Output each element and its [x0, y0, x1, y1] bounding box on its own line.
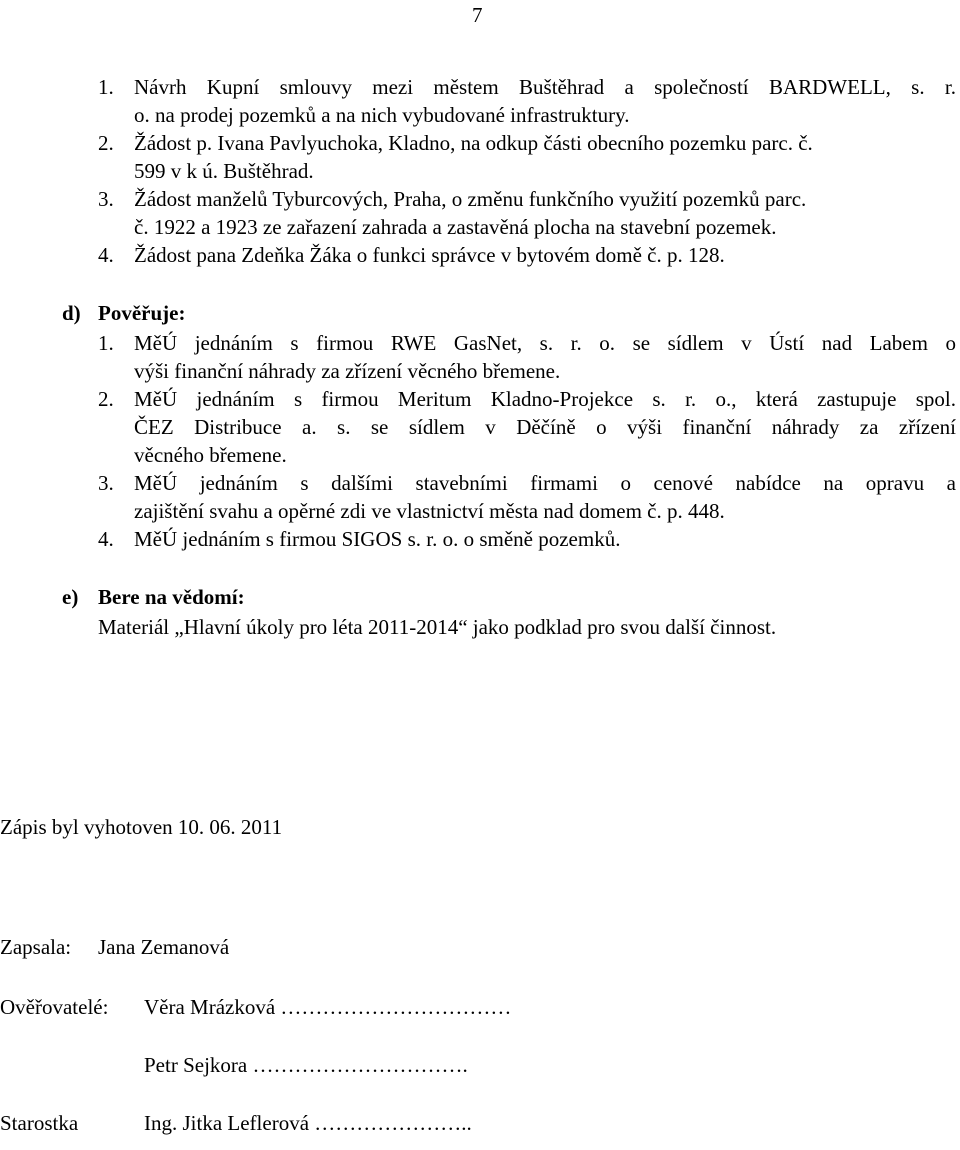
record-date: Zápis byl vyhotoven 10. 06. 2011: [0, 815, 283, 839]
section-heading: Bere na vědomí:: [98, 585, 245, 609]
list-item-text: MěÚ jednáním s firmou SIGOS s. r. o. o směně pozemků.: [134, 527, 621, 551]
section-text: Materiál „Hlavní úkoly pro léta 2011-2014“ jako podklad pro svou další činnost.: [98, 615, 777, 639]
page-number: 7: [472, 3, 483, 27]
list-item-text: MěÚ jednáním s firmou RWE GasNet, s. r. o. se sídlem v Ústí nad Labem o: [134, 331, 956, 355]
list-item-text: Žádost manželů Tyburcových, Praha, o změnu funkčního využití pozemků parc.: [134, 187, 807, 211]
verifier-signature-line: Petr Sejkora ………………………….: [144, 1053, 468, 1077]
list-item-number: 4.: [98, 527, 114, 551]
list-item-text: Návrh Kupní smlouvy mezi městem Buštěhrad a společností BARDWELL, s. r.: [134, 75, 956, 99]
list-item-text: ČEZ Distribuce a. s. se sídlem v Děčíně o výši finanční náhrady za zřízení: [134, 415, 956, 439]
verifiers-label: Ověřovatelé:: [0, 995, 109, 1019]
list-item-number: 1.: [98, 75, 114, 99]
list-item-text: Žádost pana Zdeňka Žáka o funkci správce v bytovém domě č. p. 128.: [134, 243, 725, 267]
section-heading: Pověřuje:: [98, 301, 186, 325]
list-item-number: 3.: [98, 187, 114, 211]
verifier-signature-line: Věra Mrázková ……………………………: [144, 995, 512, 1019]
list-item-text: MěÚ jednáním s firmou Meritum Kladno-Projekce s. r. o., která zastupuje spol.: [134, 387, 956, 411]
list-item-number: 1.: [98, 331, 114, 355]
list-item-text: věcného břemene.: [134, 443, 287, 467]
list-item-number: 2.: [98, 387, 114, 411]
list-item-number: 4.: [98, 243, 114, 267]
list-item-text: č. 1922 a 1923 ze zařazení zahrada a zastavěná plocha na stavební pozemek.: [134, 215, 777, 239]
mayor-signature-line: Ing. Jitka Leflerová …………………..: [144, 1111, 472, 1135]
list-item-number: 3.: [98, 471, 114, 495]
section-letter: d): [62, 301, 81, 325]
list-item-text: 599 v k ú. Buštěhrad.: [134, 159, 314, 183]
list-item-text: zajištění svahu a opěrné zdi ve vlastnictví města nad domem č. p. 448.: [134, 499, 725, 523]
list-item-number: 2.: [98, 131, 114, 155]
list-item-text: výši finanční náhrady za zřízení věcného břemene.: [134, 359, 561, 383]
recorder-label: Zapsala:: [0, 935, 72, 959]
list-item-text: Žádost p. Ivana Pavlyuchoka, Kladno, na odkup části obecního pozemku parc. č.: [134, 131, 813, 155]
list-item-text: MěÚ jednáním s dalšími stavebními firmami o cenové nabídce na opravu a: [134, 471, 956, 495]
list-item-text: o. na prodej pozemků a na nich vybudované infrastruktury.: [134, 103, 630, 127]
recorder-name: Jana Zemanová: [98, 935, 230, 959]
section-letter: e): [62, 585, 79, 609]
mayor-label: Starostka: [0, 1111, 79, 1135]
